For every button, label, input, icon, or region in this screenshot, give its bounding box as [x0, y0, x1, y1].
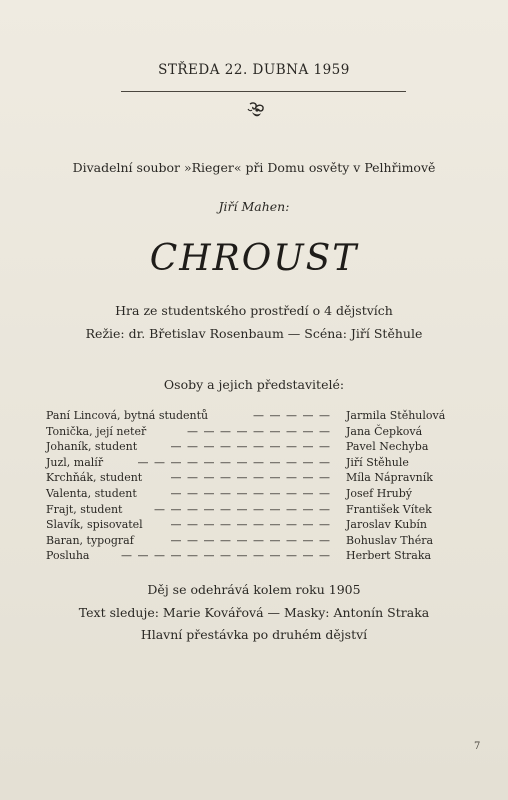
play-title: CHROUST	[149, 238, 359, 279]
cast-leader: — — — — —	[253, 409, 331, 422]
cast-leader: — — — — — — — — — —	[170, 486, 331, 500]
cast-row	[46, 439, 450, 455]
cast-actor: Jana Čepková	[346, 424, 423, 438]
cast-actor: Míla Nápravník	[346, 471, 433, 485]
cast-row	[46, 408, 450, 424]
cast-role: Baran, typograf	[46, 533, 134, 547]
cast-leader: — — — — — — — — — —	[170, 533, 331, 547]
intermission-note: Hlavní přestávka po druhém dějství	[140, 627, 368, 642]
cast-actor: Jiří Stěhule	[346, 455, 409, 469]
cast-leader: — — — — — — — — — — — —	[137, 455, 331, 469]
cast-actor: Bohuslav Théra	[346, 533, 434, 547]
cast-row	[46, 486, 450, 502]
cast-role: Tonička, její neteř	[46, 424, 147, 438]
page-number: 7	[474, 741, 481, 752]
cast-row	[46, 502, 450, 518]
play-subtitle: Hra ze studentského prostředí o 4 dějstvích	[115, 303, 393, 318]
cast-role: Juzl, malíř	[46, 455, 104, 469]
cast-actor: Jaroslav Kubín	[346, 518, 427, 532]
cast-row	[46, 424, 450, 440]
cast-actor: Jarmila Stěhulová	[346, 409, 446, 422]
cast-leader: — — — — — — — — —	[187, 424, 331, 438]
cast-role: Paní Lincová, bytná studentů	[46, 409, 209, 422]
cast-role: Frajt, student	[46, 502, 123, 516]
cast-leader: — — — — — — — — — —	[170, 471, 331, 485]
cast-leader: — — — — — — — — — — —	[154, 502, 331, 516]
cast-actor: Herbert Straka	[346, 549, 432, 563]
cast-actor: Josef Hrubý	[346, 486, 412, 500]
theatre-company: Divadelní soubor »Rieger« při Domu osvěty v Pelhřimově	[72, 160, 436, 175]
cast-actor: Pavel Nechyba	[346, 440, 429, 454]
cast-role: Valenta, student	[46, 486, 137, 500]
cast-leader: — — — — — — — — — —	[170, 440, 331, 454]
cast-role: Slavík, spisovatel	[46, 518, 143, 532]
prompter-and-makeup-credits: Text sleduje: Marie Kovářová — Masky: Antonín Straka	[78, 605, 430, 620]
production-credits: Režie: dr. Břetislav Rosenbaum — Scéna: Jiří Stěhule	[85, 326, 423, 341]
floral-ornament-icon	[244, 101, 268, 121]
cast-row	[46, 455, 450, 471]
play-author: Jiří Mahen:	[218, 199, 290, 214]
cast-row	[46, 470, 450, 486]
cast-role: Johaník, student	[46, 440, 138, 454]
play-setting: Děj se odehrává kolem roku 1905	[147, 582, 361, 597]
cast-role: Posluha	[46, 549, 90, 563]
cast-list	[46, 408, 450, 564]
cast-leader: — — — — — — — — — —	[170, 518, 331, 532]
cast-leader: — — — — — — — — — — — — —	[121, 549, 331, 563]
cast-row	[46, 533, 450, 549]
cast-row	[46, 548, 450, 564]
cast-role: Krchňák, student	[46, 471, 143, 485]
header-rule	[121, 91, 406, 92]
cast-heading: Osoby a jejich představitelé:	[163, 377, 345, 392]
performance-date: STŘEDA 22. DUBNA 1959	[158, 62, 350, 78]
cast-actor: František Vítek	[346, 502, 432, 516]
cast-row	[46, 517, 450, 533]
